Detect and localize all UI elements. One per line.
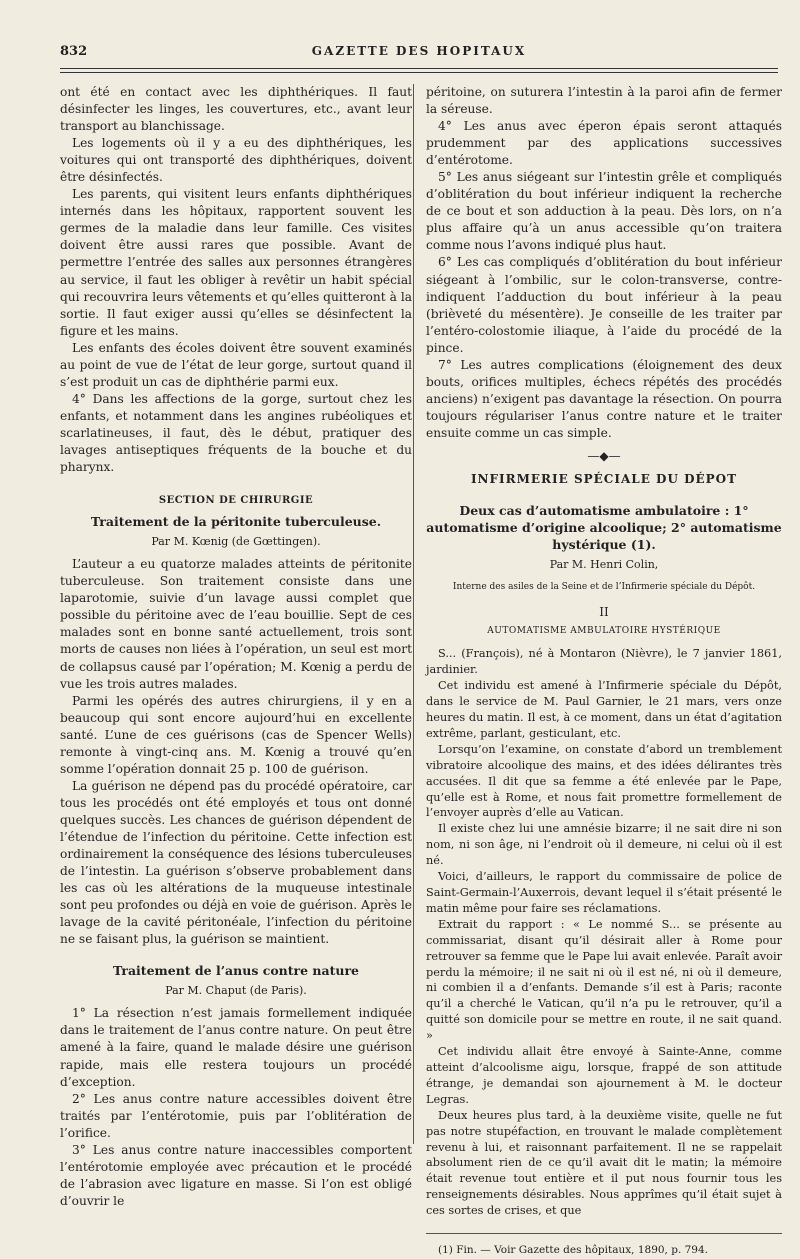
paragraph: La guérison ne dépend pas du procédé opératoire, car tous les procédés ont été employés et tous ont donné quelques succès. Les chances de guérison dépendent de l’étendue de l’infection du péritoine. Cette infection est ordinairement la conséquence des lésions tuberculeuses de l’intestin. La guérison s’observe probablement dans les cas où les altérations de la muqueuse intestinale sont peu profondes ou déjà en voie de guérison. Après le lavage de la cavité péritonéale, l’infection du péritoine ne se faisant plus, la guérison se maintient. [60, 778, 412, 947]
header-rule-thick [60, 68, 778, 69]
article-title: Deux cas d’automatisme ambulatoire : 1° automatisme d’origine alcoolique; 2° automatisme hystérique (1). [426, 503, 782, 553]
paragraph: Cet individu allait être envoyé à Sainte-Anne, comme atteint d’alcoolisme aigu, lorsque, frappé de son attitude étrange, je demandai son ajournement à M. le docteur Legras. [426, 1045, 782, 1106]
case-text [426, 646, 782, 1219]
paragraph: Parmi les opérés des autres chirurgiens, il y en a beaucoup qui sont encore aujourd’hui en excellente santé. L’une de ces guérisons (cas de Spencer Wells) remonte à vingt-cinq ans. M. Kœnig a trouvé qu’en somme l’opération donnait 25 p. 100 de guérison. [60, 693, 412, 776]
paragraph: péritoine, on suturera l’intestin à la paroi afin de fermer la séreuse. [426, 85, 782, 117]
paragraph: 7° Les autres complications (éloignement des deux bouts, orifices multiples, échecs répétés des procédés anciens) n’exigent pas davantage la résection. On pourra toujours régulariser l’anus contre nature et le traiter ensuite comme un cas simple. [426, 357, 782, 440]
paragraph: Cet individu est amené à l’Infirmerie spéciale du Dépôt, dans le service de M. Paul Garnier, le 21 mars, vers onze heures du matin. Il est, à ce moment, dans un état d’agitation extrême, parlant, gesticulant, etc. [426, 679, 782, 740]
footnote: (1) Fin. — Voir Gazette des hôpitaux, 1890, p. 794. [438, 1244, 709, 1257]
paragraph: Voici, d’ailleurs, le rapport du commissaire de police de Saint-Germain-l’Auxerrois, devant lequel il s’était présenté le matin même pour faire ses réclamations. [426, 870, 782, 915]
byline: Par M. Kœnig (de Gœttingen). [151, 535, 321, 549]
column-divider [413, 84, 414, 1144]
paragraph: Extrait du rapport : « Le nommé S... se présente au commissariat, disant qu’il désirait aller à Rome pour retrouver sa femme que le Pape lui avait enlevée. Paraît avoir perdu la mémoire; il ne sait ni où il est né, ni où il demeure, ni combien il a d’enfants. Demande s’il est à Paris; raconte qu’il a cherché le Vatican, qu’il n’a pu le retrouver, qu’il a quitté son domicile pour se mettre en route, il ne sait quand. » [426, 917, 782, 1043]
part-number: II [599, 605, 609, 620]
paragraph: 1° La résection n’est jamais formellement indiquée dans le traitement de l’anus contre nature. On peut être amené à la faire, quand le malade désire une guérison rapide, mais elle restera toujours un procédé d’exception. [60, 1006, 412, 1089]
paragraph: Il existe chez lui une amnésie bizarre; il ne sait dire ni son nom, ni son âge, ni l’endroit où il demeure, ni celui où il est né. [426, 822, 782, 868]
paragraph: 6° Les cas compliqués d’oblitération du bout inférieur siégeant à l’ombilic, sur le colon-transverse, contre-indiquent l’adduction du bout inférieur à la peau (brièveté du mésentère). Je conseille de les traiter par l’entéro-colostomie iliaque, à l’aide du procédé de la pince. [426, 255, 782, 355]
section-heading: INFIRMERIE SPÉCIALE DU DÉPOT [470, 472, 738, 487]
paragraph: ont été en contact avec les diphthériques. Il faut désinfecter les linges, les couvertures, etc., avant leur transport au blanchissage. [60, 85, 412, 134]
article-title: Traitement de la péritonite tuberculeuse. [90, 514, 382, 530]
page-number: 832 [60, 44, 88, 59]
right-column [426, 84, 782, 1259]
paragraph: L’auteur a eu quatorze malades atteints de péritonite tuberculeuse. Son traitement consiste dans une laparotomie, suivie d’un lavage aussi complet que possible du péritoine avec de l’eau bouillie. Sept de ces malades sont en bonne santé actuellement, trois sont morts de causes non liées à l’opération, un seul est mort de collapsus causé par l’opération; M. Kœnig a perdu de vue les trois autres malades. [60, 557, 412, 691]
paragraph: Deux heures plus tard, à la deuxième visite, quelle ne fut pas notre stupéfaction, en trouvant le malade complètement revenu à lui, et raisonnant parfaitement. Il ne se rappelait absolument rien de ce qu’il avait dit le matin; la mémoire était revenue tout entière et il put nous fournir tous les renseignements désirables. Nous apprîmes qu’il était sujet à ces sortes de crises, et que [426, 1108, 782, 1218]
footnote-rule [426, 1233, 782, 1234]
byline: Par M. Henri Colin, [549, 558, 659, 572]
section-heading: SECTION DE CHIRURGIE [158, 495, 314, 507]
paragraph: 5° Les anus siégeant sur l’intestin grêle et compliqués d’oblitération du bout inférieur indiquent la recherche de ce bout et son adduction à la peau. Dès lors, on n’a plus affaire qu’à un anus accessible qu’on traitera comme nous l’avons indiqué plus haut. [426, 170, 782, 253]
page-header [60, 44, 778, 64]
paragraph: Les parents, qui visitent leurs enfants diphthériques internés dans les hôpitaux, rapportent souvent les germes de la maladie dans leur famille. Ces visites doivent être aussi rares que possible. Avant de permettre l’entrée des salles aux personnes étrangères au service, il faut les obliger à revêtir un habit spécial qui recouvrira leurs vêtements et qu’elles quitteront à la sortie. Il faut exiger aussi qu’elles se désinfectent la figure et les mains. [60, 187, 412, 338]
paragraph: 3° Les anus contre nature inaccessibles comportent l’entérotomie employée avec précaution et le procédé de l’abrasion avec ligature en masse. Si l’on est obligé d’ouvrir le [60, 1142, 412, 1208]
paragraph: S... (François), né à Montaron (Nièvre), le 7 janvier 1861, jardinier. [426, 647, 782, 677]
header-rule-thin [60, 72, 778, 73]
paragraph: 2° Les anus contre nature accessibles doivent être traités par l’entérotomie, puis par l’oblitération de l’orifice. [60, 1091, 412, 1140]
article-title: Traitement de l’anus contre nature [112, 963, 360, 979]
paragraph: Les logements où il y a eu des diphthériques, les voitures qui ont transporté des diphthériques, doivent être désinfectés. [60, 136, 412, 185]
byline: Par M. Chaput (de Paris). [165, 984, 307, 998]
paragraph: 4° Dans les affections de la gorge, surtout chez les enfants, et notamment dans les angines rubéoliques et scarlatineuses, il faut, dès le début, pratiquer des lavages antiseptiques fréquents de la bouche et du pharynx. [60, 391, 412, 475]
ornament-divider: —◆— [587, 448, 621, 463]
journal-title: GAZETTE DES HOPITAUX [311, 44, 527, 58]
paragraph: Les enfants des écoles doivent être souvent examinés au point de vue de l’état de leur gorge, surtout quand il s’est produit un cas de diphthérie parmi eux. [60, 340, 412, 389]
byline-affiliation: Interne des asiles de la Seine et de l’Infirmerie spéciale du Dépôt. [452, 582, 756, 593]
part-title: AUTOMATISME AMBULATOIRE HYSTÉRIQUE [487, 626, 721, 637]
left-column [60, 84, 412, 1210]
paragraph: 4° Les anus avec éperon épais seront attaqués prudemment par des applications successives d’entérotome. [426, 119, 782, 168]
paragraph: Lorsqu’on l’examine, on constate d’abord un tremblement vibratoire alcoolique des mains, et des idées délirantes très accusées. Il dit que sa femme a été enlevée par le Pape, qu’elle est à Rome, et nous fait promettre formellement de l’envoyer auprès d’elle au Vatican. [426, 742, 782, 820]
